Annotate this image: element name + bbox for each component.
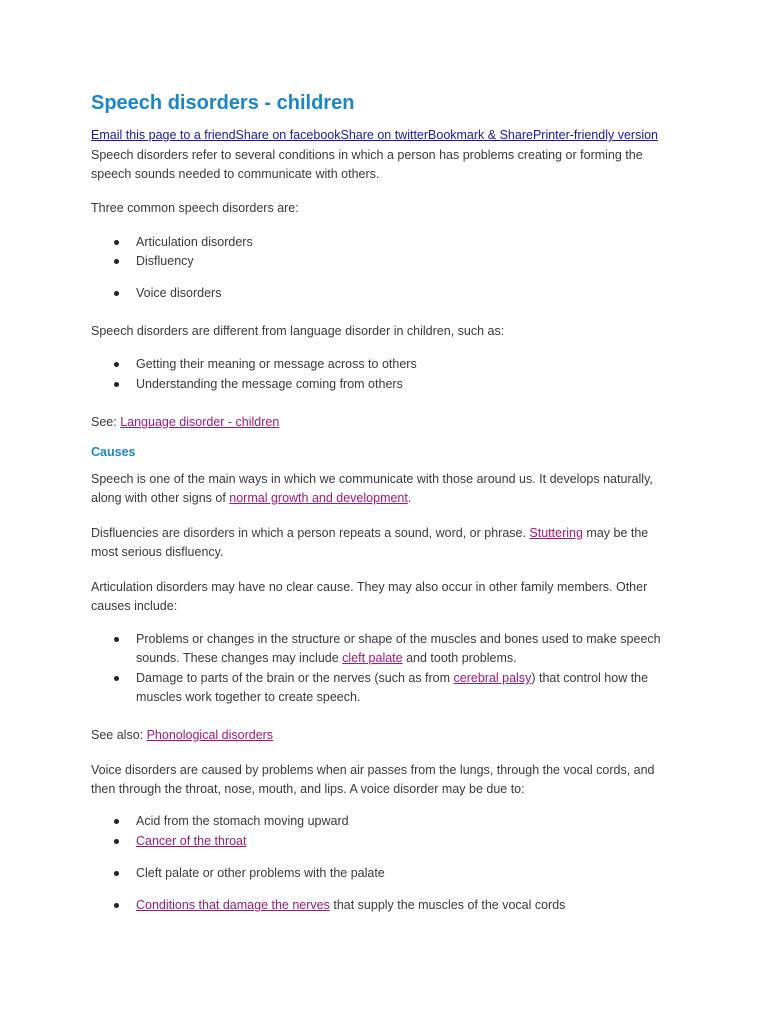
bullet <box>114 676 119 681</box>
normal-growth-link[interactable]: normal growth and development <box>229 491 408 505</box>
diff-intro: Speech disorders are different from language disorder in children, such as: <box>91 324 505 338</box>
causes-p2-text: Disfluencies are disorders in which a person repeats a sound, word, or phrase. <box>91 526 530 540</box>
causes-heading: Causes <box>91 445 136 459</box>
voice-item4-end: that supply the muscles of the vocal cords <box>329 898 566 912</box>
nerve-damage-link[interactable]: Conditions that damage the nerves <box>136 898 330 912</box>
see-label: See: <box>91 415 121 429</box>
bullet <box>114 839 119 844</box>
page-title: Speech disorders - children <box>91 92 355 114</box>
causes-p1-text: Speech is one of the main ways in which we communicate with those around us. It develops naturally, along with other signs of <box>91 472 653 505</box>
causes-p1-end: . <box>407 491 412 505</box>
cleft-palate-link[interactable]: cleft palate <box>342 651 403 665</box>
list-item <box>136 896 666 915</box>
twitter-link[interactable]: Share on twitter <box>340 128 429 142</box>
causes-paragraph-1 <box>91 470 671 508</box>
artic-item1-text: Problems or changes in the structure or shape of the muscles and bones used to make speech sounds. These changes may include <box>136 632 661 665</box>
cerebral-palsy-link[interactable]: cerebral palsy <box>453 671 532 685</box>
bullet <box>114 819 119 824</box>
intro-paragraph: Speech disorders refer to several conditions in which a person has problems creating or forming the speech sounds needed to communicate with others. <box>91 148 643 181</box>
bullet <box>114 903 119 908</box>
list-item <box>136 630 666 668</box>
common-intro: Three common speech disorders are: <box>91 201 299 215</box>
list-item: Understanding the message coming from others <box>136 377 403 391</box>
bullet <box>114 871 119 876</box>
language-disorder-link[interactable]: Language disorder - children <box>120 415 280 429</box>
causes-paragraph-2 <box>91 524 671 562</box>
bookmark-link[interactable]: Bookmark & Share <box>428 128 533 142</box>
share-links <box>91 128 658 142</box>
list-item: Cleft palate or other problems with the palate <box>136 866 385 880</box>
list-item: Articulation disorders <box>136 235 253 249</box>
bullet <box>114 259 119 264</box>
see-line <box>91 413 671 432</box>
list-item: Voice disorders <box>136 286 222 300</box>
list-item: Disfluency <box>136 254 194 268</box>
print-link[interactable]: Printer-friendly version <box>532 128 658 142</box>
causes-paragraph-3: Articulation disorders may have no clear cause. They may also occur in other family members. Other causes include: <box>91 580 648 613</box>
see-also-line <box>91 726 671 745</box>
artic-item2-text: Damage to parts of the brain or the nerves (such as from <box>136 671 454 685</box>
throat-cancer-link[interactable]: Cancer of the throat <box>136 834 247 848</box>
stuttering-link[interactable]: Stuttering <box>529 526 583 540</box>
artic-item2-end: ) that control how the muscles work together to create speech. <box>136 671 649 704</box>
list-item: Acid from the stomach moving upward <box>136 814 349 828</box>
causes-p2-end: may be the most serious disfluency. <box>91 526 649 559</box>
list-item: Getting their meaning or message across to others <box>136 357 417 371</box>
bullet <box>114 362 119 367</box>
see-also-label: See also: <box>91 728 147 742</box>
list-item <box>136 832 666 851</box>
bullet <box>114 637 119 642</box>
phonological-disorders-link[interactable]: Phonological disorders <box>146 728 274 742</box>
bullet <box>114 240 119 245</box>
list-item <box>136 669 666 707</box>
voice-intro: Voice disorders are caused by problems when air passes from the lungs, through the vocal cords, and then through the throat, nose, mouth, and lips. A voice disorder may be due to: <box>91 763 655 796</box>
artic-item1-end: and tooth problems. <box>402 651 517 665</box>
bullet <box>114 382 119 387</box>
bullet <box>114 291 119 296</box>
email-link[interactable]: Email this page to a friend <box>91 128 236 142</box>
facebook-link[interactable]: Share on facebook <box>235 128 341 142</box>
